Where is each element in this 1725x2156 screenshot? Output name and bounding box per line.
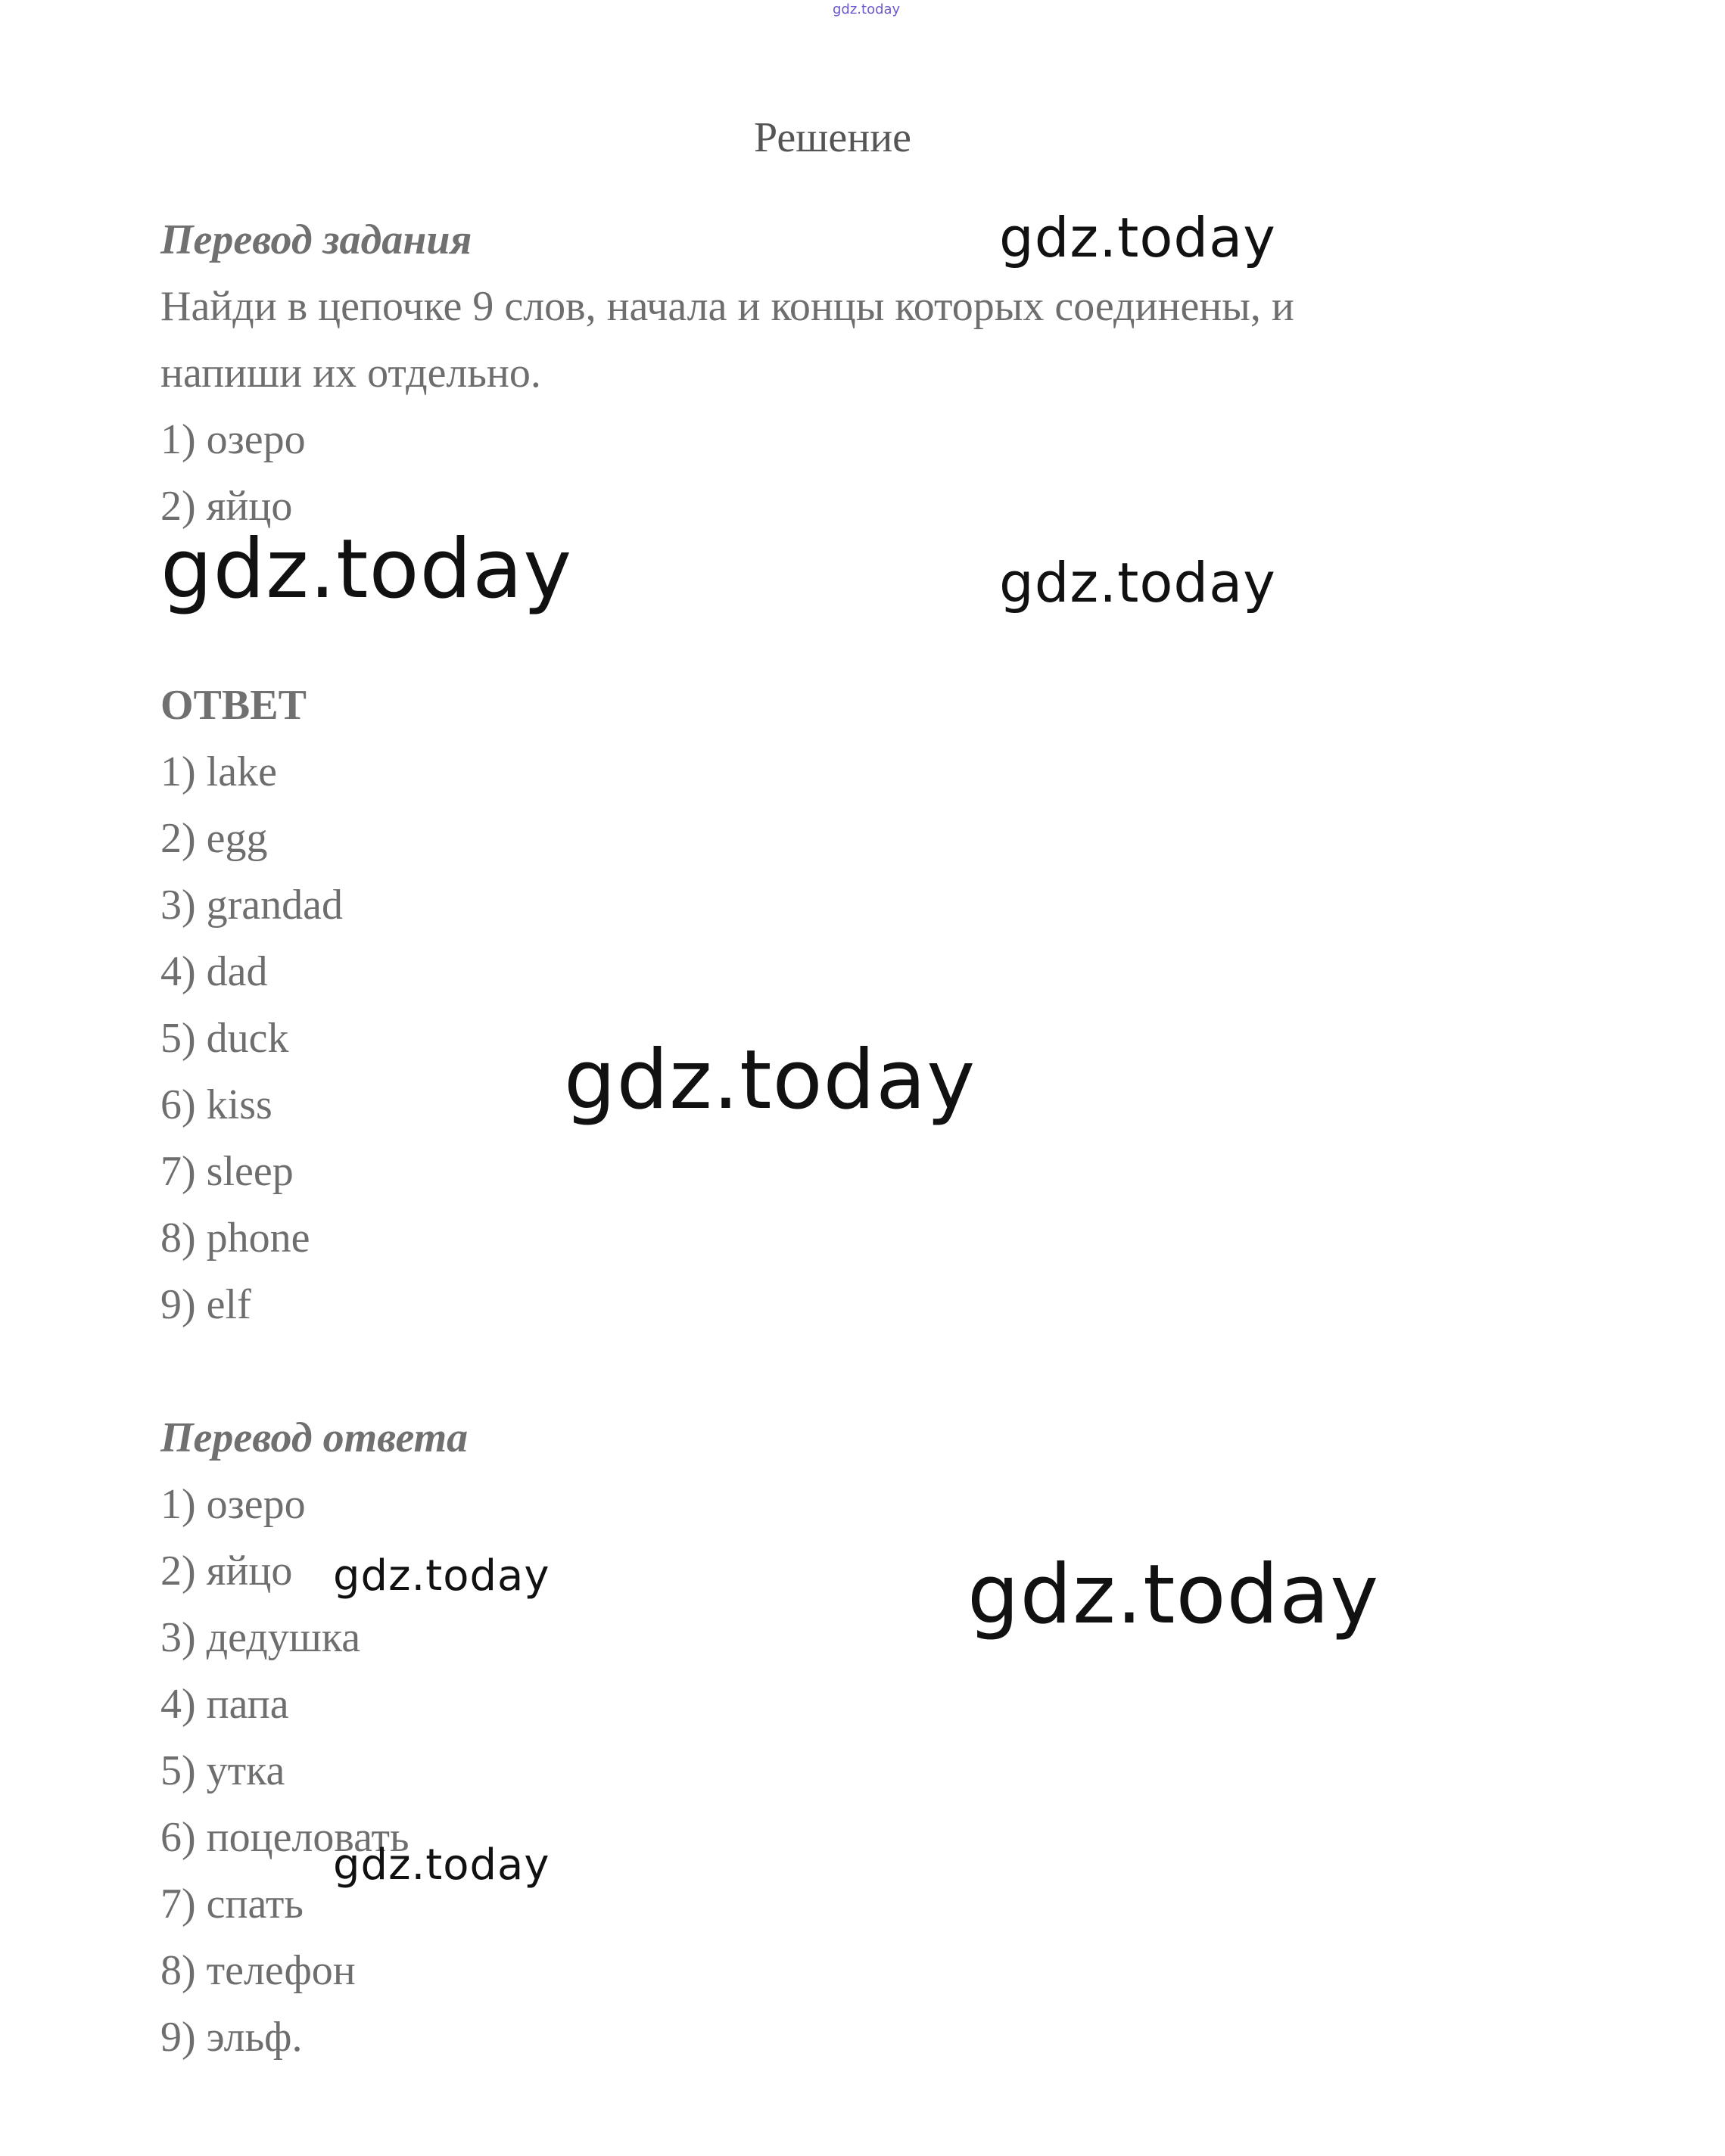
- watermark: gdz.today: [333, 1551, 550, 1601]
- watermark: gdz.today: [999, 551, 1276, 614]
- answer-item: 6) kiss: [160, 1081, 272, 1128]
- answer-item: 5) duck: [160, 1015, 289, 1062]
- translation-item: 8) телефон: [160, 1947, 356, 1994]
- translation-heading: Перевод ответа: [160, 1414, 469, 1461]
- watermark: gdz.today: [967, 1548, 1380, 1642]
- answer-heading: ОТВЕТ: [160, 682, 307, 729]
- watermark: gdz.today: [999, 206, 1276, 269]
- answer-item: 7) sleep: [160, 1148, 294, 1195]
- page-title: Решение: [753, 114, 912, 161]
- answer-item: 4) dad: [160, 948, 268, 995]
- task-item: 2) яйцо: [160, 483, 293, 530]
- translation-item: 1) озеро: [160, 1481, 306, 1528]
- task-text-line-1: Найди в цепочке 9 слов, начала и концы которых соединены, и: [160, 283, 1294, 330]
- top-watermark: gdz.today: [833, 2, 901, 17]
- watermark: gdz.today: [564, 1033, 976, 1128]
- answer-item: 9) elf: [160, 1281, 251, 1328]
- answer-item: 8) phone: [160, 1215, 310, 1262]
- watermark: gdz.today: [333, 1840, 550, 1890]
- translation-item: 9) эльф.: [160, 2014, 303, 2061]
- translation-item: 4) папа: [160, 1681, 289, 1728]
- task-item: 1) озеро: [160, 416, 306, 463]
- answer-item: 1) lake: [160, 748, 277, 795]
- translation-item: 7) спать: [160, 1881, 304, 1927]
- watermark: gdz.today: [160, 522, 573, 617]
- task-heading: Перевод задания: [160, 216, 472, 263]
- answer-item: 2) egg: [160, 815, 268, 862]
- task-text-line-2: напиши их отдельно.: [160, 350, 541, 397]
- translation-item: 2) яйцо: [160, 1548, 293, 1594]
- translation-item: 3) дедушка: [160, 1614, 361, 1661]
- answer-item: 3) grandad: [160, 882, 344, 929]
- translation-item: 5) утка: [160, 1747, 285, 1794]
- translation-item: 6) поцеловать: [160, 1814, 409, 1861]
